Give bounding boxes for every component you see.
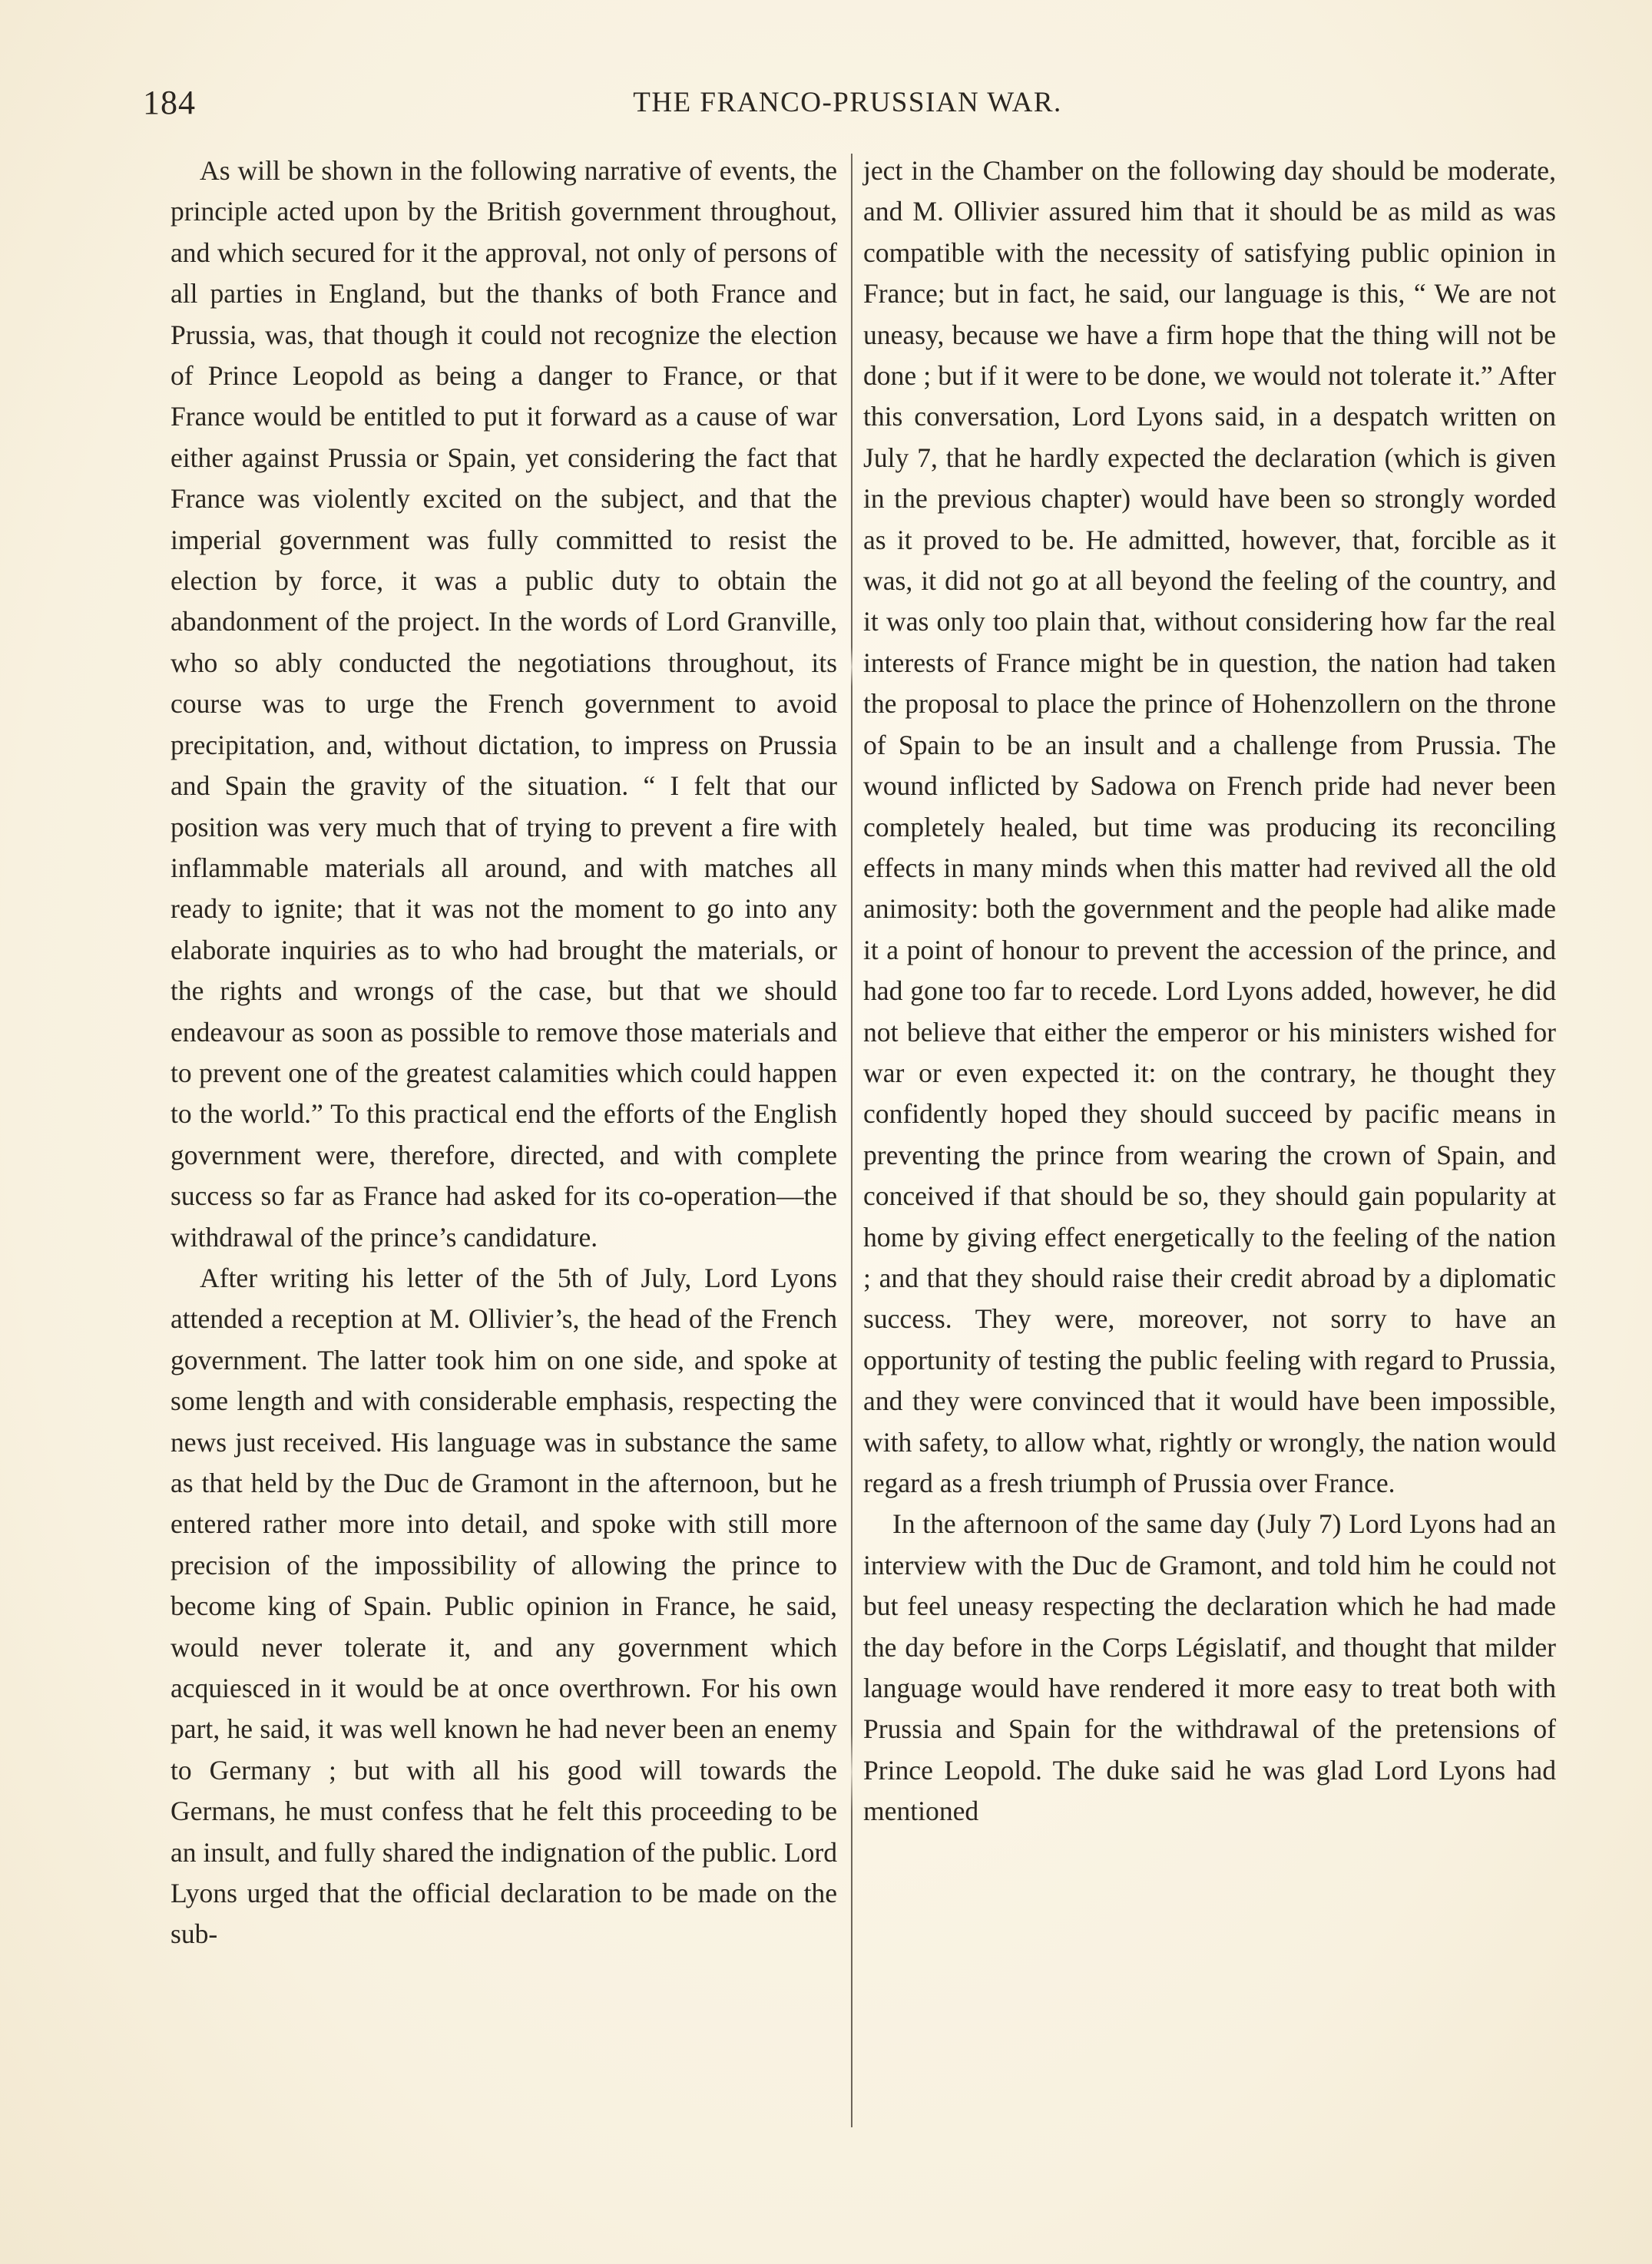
page-header [143,83,1552,129]
paragraph: ject in the Chamber on the following day should be moderate, and M. Ollivier assured him that it should be as mild as was compatible with the necessity of satisfying public opinion in France; but in fact, he said, our language is this, “ We are not uneasy, because we have a firm hope that the thing will not be done ; but if it were to be done, we would not tolerate it.” After this conversation, Lord Lyons said, in a despatch written on July 7, that he hardly expected the declaration (which is given in the previous chapter) would have been so strongly worded as it proved to be. He admitted, however, that, forcible as it was, it did not go at all beyond the feeling of the country, and it was only too plain that, without considering how far the real interests of France might be in question, the nation had taken the proposal to place the prince of Hohenzollern on the throne of Spain to be an insult and a challenge from Prussia. The wound inflicted by Sadowa on French pride had never been completely healed, but time was producing its reconciling effects in many minds when this matter had revived all the old animosity: both the government and the people had alike made it a point of honour to prevent the accession of the prince, and had gone too far to recede. Lord Lyons added, however, he did not believe that either the emperor or his ministers wished for war or even expected it: on the contrary, he thought they confidently hoped they should succeed by pacific means in preventing the prince from wearing the crown of Spain, and conceived if that should be so, they should gain popularity at home by giving effect energetically to the feeling of the nation ; and that they should raise their credit abroad by a diplomatic success. They were, moreover, not sorry to have an opportunity of testing the public feeling with regard to Prussia, and they were convinced that it would have been impossible, with safety, to allow what, rightly or wrongly, the nation would regard as a fresh triumph of Prussia over France. [863,155,1556,1498]
paragraph: After writing his letter of the 5th of July, Lord Lyons attended a reception at M. Ollivier’s, the head of the French government. The latter took him on one side, and spoke at some length and with considerable emphasis, respecting the news just received. His language was in substance the same as that held by the Duc de Gramont in the afternoon, but he entered rather more into detail, and spoke with still more precision of the impossibility of allowing the prince to become king of Spain. Public opinion in France, he said, would never tolerate it, and any government which acquiesced in it would be at once overthrown. For his own part, he said, it was well known he had never been an enemy to Germany ; but with all his good will towards the Germans, he must confess that he felt this proceeding to be an insult, and fully shared the indignation of the public. Lord Lyons urged that the official declaration to be made on the sub- [170,1262,837,1950]
left-column [170,151,837,1955]
paragraph: As will be shown in the following narrative of events, the principle acted upon by the British government throughout, and which secured for it the approval, not only of persons of all parties in England, but the thanks of both France and Prussia, was, that though it could not recognize the election of Prince Leopold as being a danger to France, or that France would be entitled to put it forward as a cause of war either against Prussia or Spain, yet considering the fact that France was violently excited on the subject, and that the imperial government was fully committed to resist the election by force, it was a public duty to obtain the abandonment of the project. In the words of Lord Granville, who so ably conducted the negotiations throughout, its course was to urge the French government to avoid precipitation, and, without dictation, to impress on Prussia and Spain the gravity of the situation. “ I felt that our position was very much that of trying to prevent a fire with inflammable materials all around, and with matches all ready to ignite; that it was not the moment to go into any elaborate inquiries as to who had brought the materials, or the rights and wrongs of the case, but that we should endeavour as soon as possible to remove those materials and to prevent one of the greatest calamities which could happen to the world.” To this practical end the efforts of the English government were, therefore, directed, and with complete success so far as France had asked for its co-operation—the withdrawal of the prince’s candidature. [170,155,837,1253]
column-divider [851,154,852,2127]
right-column [863,151,1556,1832]
paragraph: In the afternoon of the same day (July 7) Lord Lyons had an interview with the Duc de Gramont, and told him he could not but feel uneasy respecting the declaration which he had made the day before in the Corps Législatif, and thought that milder language would have rendered it more easy to treat both with Prussia and Spain for the withdrawal of the pretensions of Prince Leopold. The duke said he was glad Lord Lyons had mentioned [863,1508,1556,1827]
page-number: 184 [143,84,196,121]
running-title: THE FRANCO-PRUSSIAN WAR. [633,87,1062,118]
